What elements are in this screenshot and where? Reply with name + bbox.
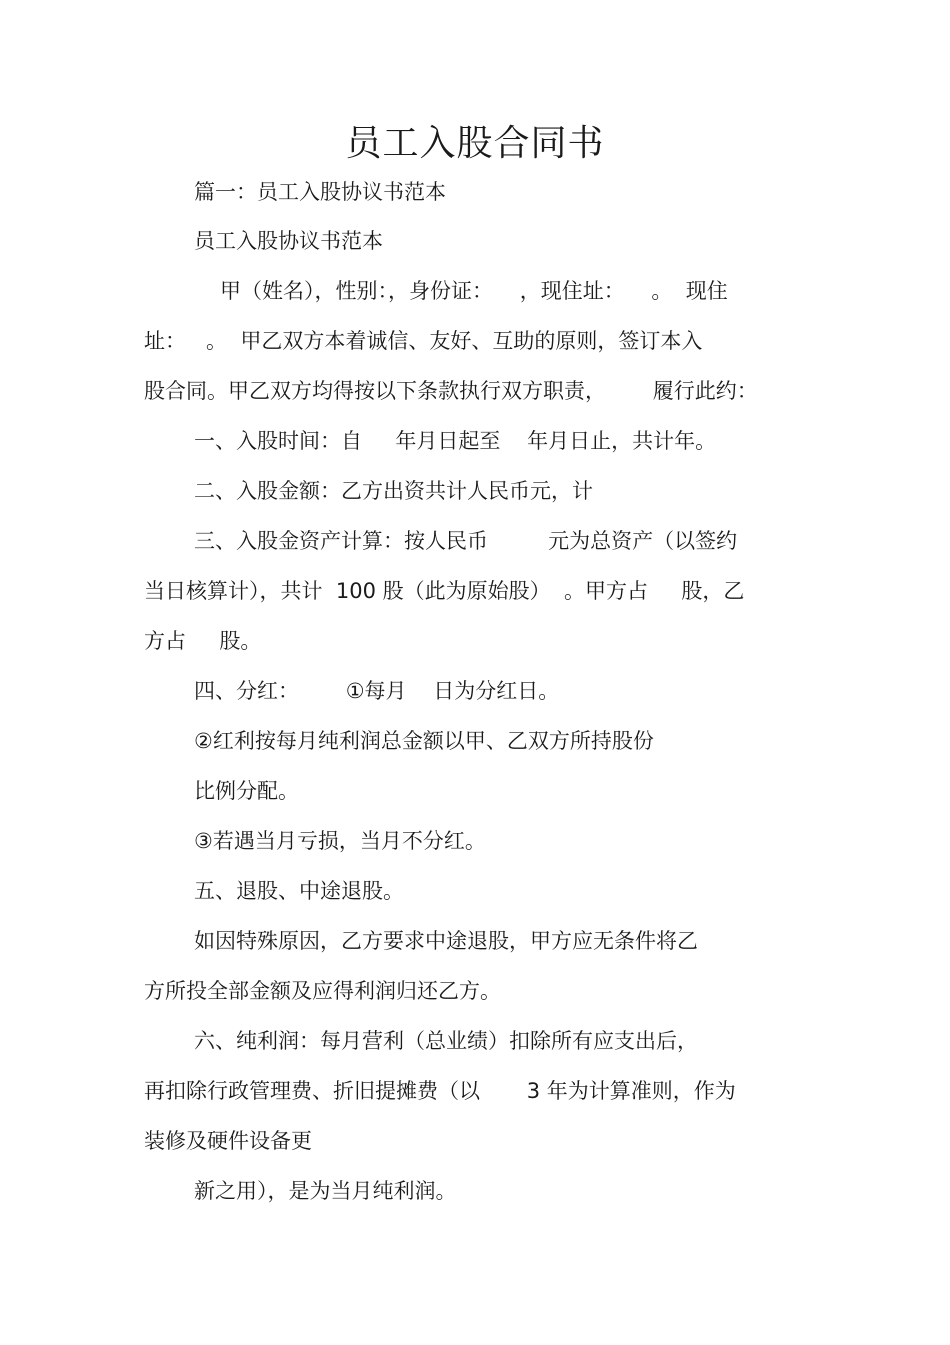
doc-line: 二、入股金额：乙方出资共计人民币元，计 <box>194 479 593 503</box>
doc-line: 再扣除行政管理费、折旧提摊费（以 3 年为计算准则，作为 <box>144 1079 736 1103</box>
doc-line: 六、纯利润：每月营利（总业绩）扣除所有应支出后， <box>194 1029 698 1053</box>
doc-line: 员工入股协议书范本 <box>194 229 383 253</box>
doc-line: 方占 股。 <box>144 629 262 653</box>
doc-line: 一、入股时间：自 年月日起至 年月日止，共计年。 <box>194 429 717 453</box>
doc-line: 五、退股、中途退股。 <box>194 879 404 903</box>
doc-line: ②红利按每月纯利润总金额以甲、乙双方所持股份 <box>194 729 654 753</box>
doc-line: ③若遇当月亏损，当月不分红。 <box>194 829 486 853</box>
doc-line: 甲（姓名），性别：，身份证： ，现住址： 。 现住 <box>220 279 728 303</box>
doc-line: 比例分配。 <box>194 779 299 803</box>
doc-line: 如因特殊原因，乙方要求中途退股，甲方应无条件将乙 <box>194 929 698 953</box>
document-title: 员工入股合同书 <box>345 123 605 164</box>
doc-line: 股合同。甲乙双方均得按以下条款执行双方职责， 履行此约： <box>144 379 758 403</box>
doc-line: 当日核算计），共计 100 股（此为原始股） 。甲方占 股，乙 <box>144 579 745 603</box>
doc-line: 址： 。 甲乙双方本着诚信、友好、互助的原则，签订本入 <box>144 329 703 353</box>
doc-line: 篇一：员工入股协议书范本 <box>194 180 446 204</box>
doc-line: 新之用），是为当月纯利润。 <box>194 1179 457 1203</box>
doc-line: 方所投全部金额及应得利润归还乙方。 <box>144 979 501 1003</box>
doc-line: 四、分红： ①每月 日为分红日。 <box>194 679 560 703</box>
doc-line: 三、入股金资产计算：按人民币 元为总资产（以签约 <box>194 529 738 553</box>
doc-line: 装修及硬件设备更 <box>144 1129 312 1153</box>
